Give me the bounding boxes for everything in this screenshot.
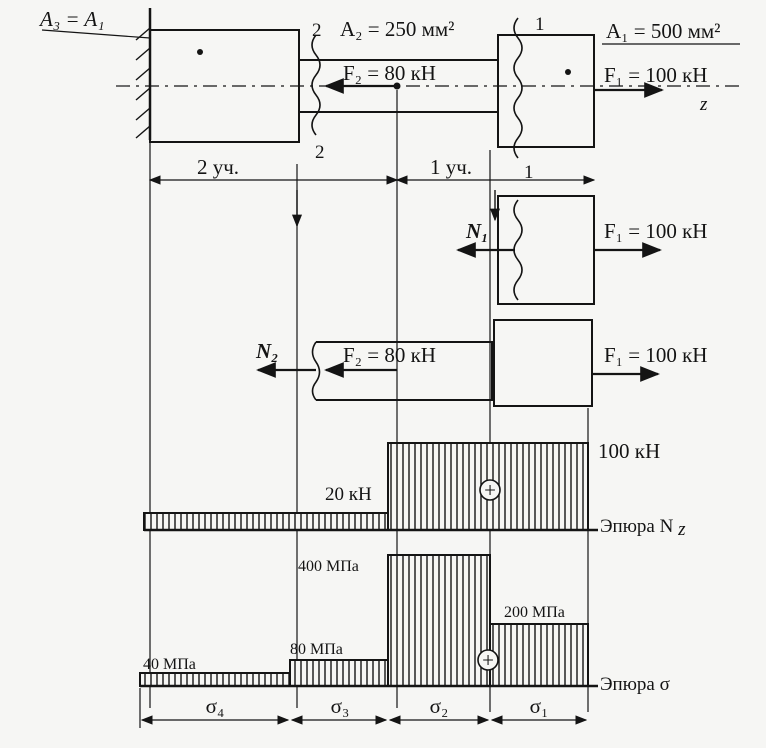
sigma2-label: σ₂ (429, 694, 449, 718)
sigma-plus-sign: + (482, 648, 494, 672)
nz-title: Эпюра N z (600, 516, 686, 540)
sigma-title: Эпюра σ (600, 674, 670, 695)
sigma-segment-3 (290, 660, 388, 686)
sigma-segment-4 (140, 673, 290, 686)
cut-1-wave (514, 200, 522, 300)
sigma-400-label: 400 МПа (298, 558, 359, 575)
sigma-200-label: 200 МПа (504, 604, 565, 621)
sigma-40-label: 40 МПа (143, 656, 196, 673)
sigma-80-label: 80 МПа (290, 641, 343, 658)
section-2-wave (312, 35, 320, 135)
nz-plus-sign: + (484, 478, 496, 502)
nz-max-label: 100 кН (598, 439, 661, 463)
sigma-dimensions (140, 688, 586, 728)
section-2-top-label: 2 (312, 20, 322, 41)
section-1-wave (514, 18, 522, 158)
n1-label: N₁ (466, 219, 489, 243)
centroid-dot (197, 49, 203, 55)
sigma4-label: σ₄ (205, 694, 225, 718)
section-1-top-label: 1 (535, 14, 545, 35)
section-2-bottom-label: 2 (315, 142, 325, 163)
area-a1-label: A₁ = 500 мм² (606, 19, 721, 43)
leader-line (42, 30, 150, 38)
wall-hatching (136, 28, 150, 138)
f1-cut2-label: F₁ = 100 кН (604, 343, 708, 367)
axis-z-label: z (700, 94, 708, 115)
bar-part-1 (498, 35, 594, 147)
cut-section-2 (255, 320, 707, 406)
bar-schematic (38, 7, 740, 183)
sigma-segment-2 (388, 555, 490, 686)
sigma1-label: σ₁ (529, 694, 549, 718)
n2-label: N₂ (256, 339, 279, 363)
area-a3-label: A₃ = A₁ (40, 7, 105, 31)
part-2-label: 2 уч. (197, 155, 240, 179)
nz-diagram (144, 439, 686, 540)
force-f2-label: F₂ = 80 кН (343, 61, 436, 85)
sigma-diagram (140, 555, 670, 695)
nz-min-label: 20 кН (325, 484, 372, 505)
force-f1-label: F₁ = 100 кН (604, 63, 708, 87)
f1-cut1-label: F₁ = 100 кН (604, 219, 708, 243)
centroid-dot (565, 69, 571, 75)
f2-cut2-label: F₂ = 80 кН (343, 343, 436, 367)
sigma-segment-1 (490, 624, 588, 686)
part-1-label: 1 уч. (430, 155, 473, 179)
nz-segment-part2 (144, 513, 388, 530)
section-1-bottom-label: 1 (524, 162, 534, 183)
sigma3-label: σ₃ (330, 694, 350, 718)
cut-2-block (494, 320, 592, 406)
area-a2-label: A₂ = 250 мм² (340, 17, 455, 41)
